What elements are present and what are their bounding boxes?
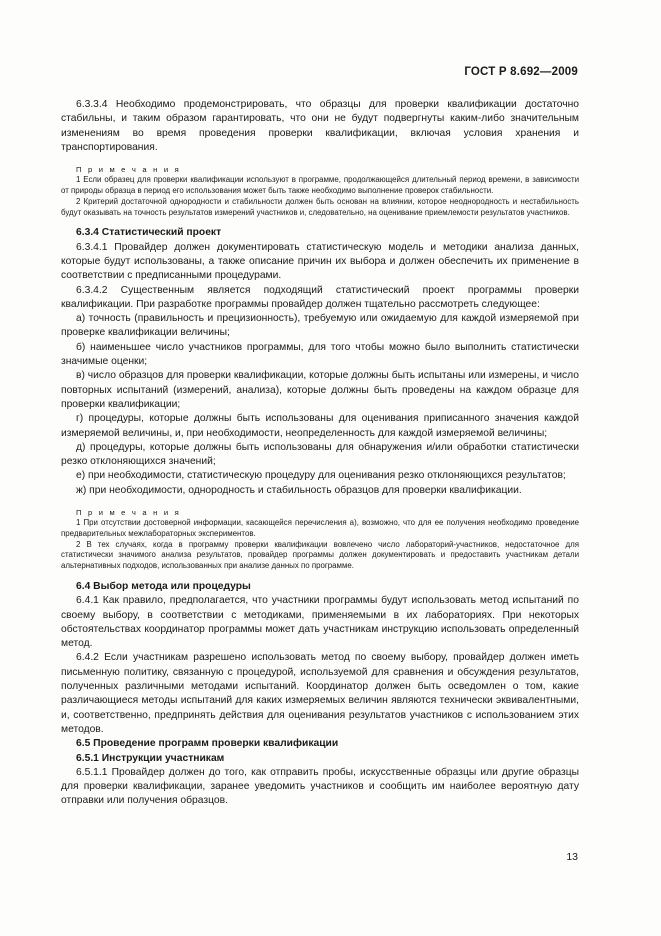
note-1: 1 Если образец для проверки квалификации используют в программе, продолжающейся длительный период времени, в зависимости от природы образца в период его использования может быть также необходимо выполнение проверок стабильности.: [61, 175, 579, 195]
note-2: 2 Критерий достаточной однородности и стабильности должен быть основан на влиянии, которое неоднородность и нестабильность будут оказывать на точность результатов измерений участников и, следовательно, на оценивание приемлемости результатов участников.: [61, 196, 579, 217]
paragraph-6-3-3-4: 6.3.3.4 Необходимо продемонстрировать, что образцы для проверки квалификации достаточно стабильны, и таким образом гарантировать, что они не будут подвергнуты каким-либо значительным изменениям во время проведения проверки квалификации, включая условия хранения и транспортирования.: [61, 99, 579, 153]
standard-header: ГОСТ Р 8.692—2009: [464, 66, 578, 78]
list-item-e: е) при необходимости, статистическую процедуру для оценивания резко отклоняющихся результатов;: [76, 470, 566, 482]
paragraph-6-4-2: 6.4.2 Если участникам разрешено использовать метод по своему выбору, провайдер должен иметь письменную политику, связанную с процедурой, используемой для сравнения и обсуждения результатов, полученных различными методами испытаний. Координатор должен быть осведомлен о том, какие различающиеся методы испытаний для каких измеряемых величин являются технически эквивалентными, и, соответственно, предпринять действия для оценивания результатов участников с использованием этих методов.: [61, 652, 579, 735]
list-item-v: в) число образцов для проверки квалификации, которые должны быть испытаны или измерены, и число повторных испытаний (измерений, анализа), которые должны быть проведены на каждом образце для проверки квалификации;: [61, 370, 579, 410]
paragraph-6-5-1-1: 6.5.1.1 Провайдер должен до того, как отправить пробы, искусственные образцы или другие образцы для проверки квалификации, заранее уведомить участников и сообщить им наиболее вероятную дату отправки или получения образцов.: [61, 766, 579, 807]
notes-block-1: [61, 164, 579, 218]
list-item-b: б) наименьшее число участников программы, для того чтобы можно было выполнить статистически значимые оценки;: [61, 341, 579, 368]
list-item-g: г) процедуры, которые должны быть использованы для оценивания приписанного значения каждой измеряемой величины, и, при необходимости, неопределенность для каждой измеряемой величины;: [61, 413, 579, 439]
note-2: 2 В тех случаях, когда в программу проверки квалификации вовлечено число лабораторий-участников, недостаточное для статистически значимого анализа результатов, провайдер программы должен документировать и предоставить участникам детали альтернативных подходов, использованных при анализе данных по программе.: [61, 539, 579, 571]
paragraph-6-3-4-2: 6.3.4.2 Существенным является подходящий статистический проект программы проверки квалификации. При разработке программы провайдер должен тщательно рассмотреть следующее:: [61, 284, 579, 310]
paragraph-6-3-4-1: 6.3.4.1 Провайдер должен документировать статистическую модель и методики анализа данных, которые будут использованы, а также описание причин их выбора и должен обеспечить их применение в соответствии с предписанными процедурами.: [61, 241, 579, 282]
notes-heading: П р и м е ч а н и я: [76, 165, 181, 175]
notes-block-2: [61, 507, 579, 572]
section-heading-6-3-4: 6.3.4 Статистический проект: [76, 227, 222, 239]
section-heading-6-5-1: 6.5.1 Инструкции участникам: [76, 752, 225, 764]
list-item-a: а) точность (правильность и прецизионность), требуемую или ожидаемую для каждой измеряемой при проверке квалификации величины;: [61, 313, 579, 339]
list-item-d: д) процедуры, которые должны быть использованы для обнаружения и/или обработки статистически резко отклоняющихся значений;: [61, 441, 579, 468]
list-item-zh: ж) при необходимости, однородность и стабильность образцов для проверки квалификации.: [76, 484, 522, 496]
section-heading-6-5: 6.5 Проведение программ проверки квалификации: [76, 738, 339, 750]
section-heading-6-4: 6.4 Выбор метода или процедуры: [76, 581, 251, 592]
page-number: 13: [566, 851, 578, 863]
paragraph-6-4-1: 6.4.1 Как правило, предполагается, что участники программы будут использовать метод испытаний по своему выбору, в соответствии с методиками, применяемыми в их лабораториях. При некоторых обстоятельствах координатор программы может дать участникам инструкцию использовать определенный метод.: [61, 595, 579, 650]
notes-heading: П р и м е ч а н и я: [76, 508, 181, 518]
page-content: [61, 98, 579, 809]
note-1: 1 При отсутствии достоверной информации, касающейся перечисления а), возможно, что для ее получения необходимо проведение предварительных межлабораторных экспериментов.: [61, 518, 579, 538]
